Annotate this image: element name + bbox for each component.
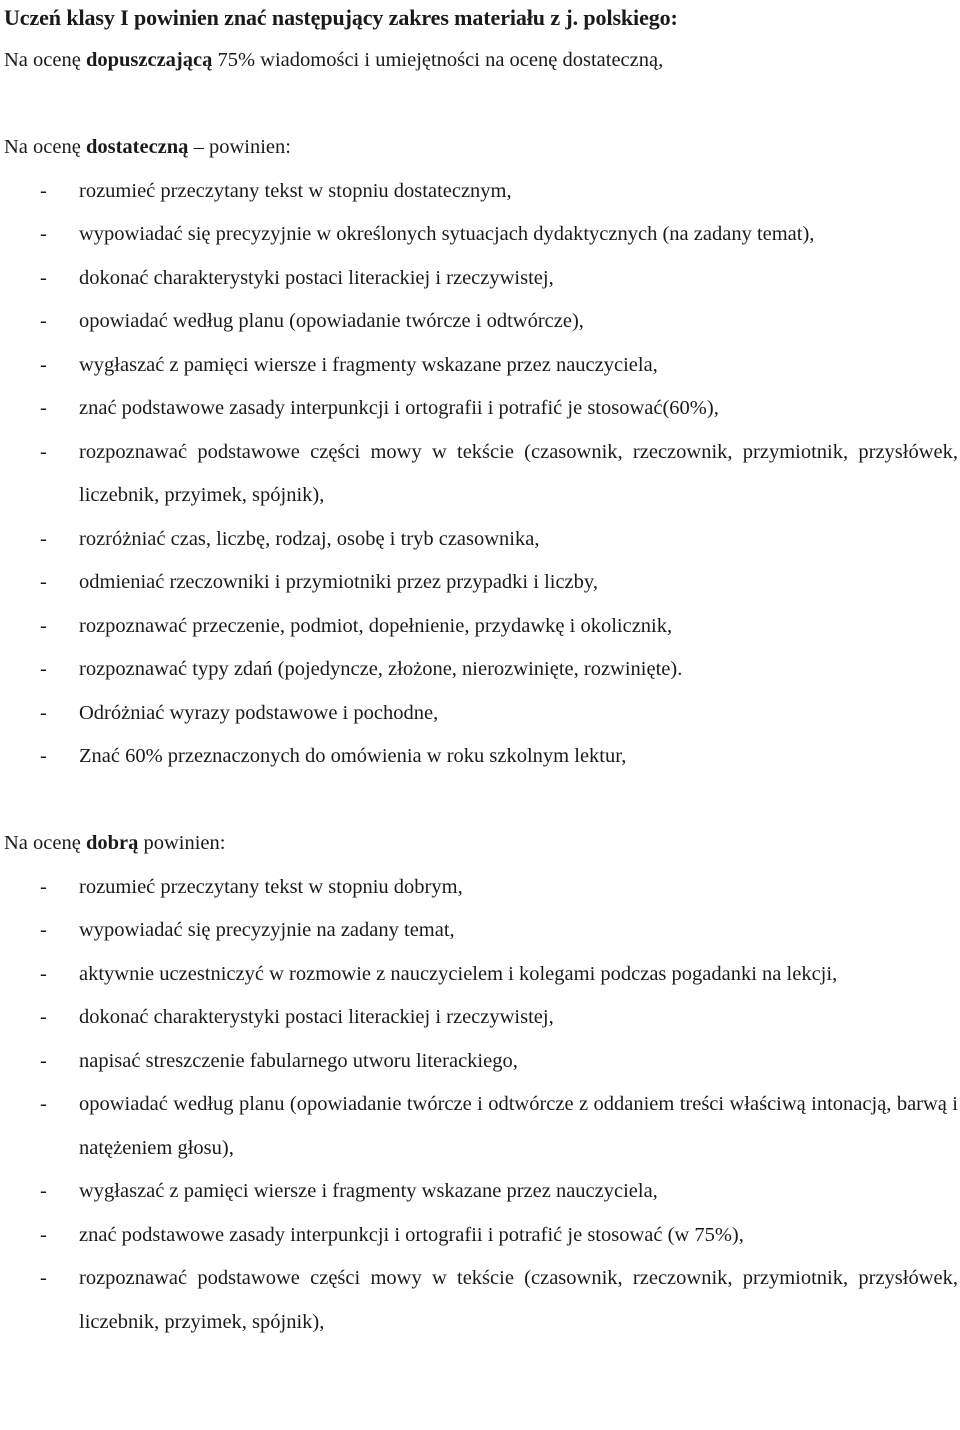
list-item: - wygłaszać z pamięci wiersze i fragmenty wskazane przez nauczyciela,	[4, 344, 958, 388]
list-item: - rozpoznawać podstawowe części mowy w tekście (czasownik, rzeczownik, przymiotnik, przysłówek, liczebnik, przyimek, spójnik),	[4, 431, 958, 518]
list-item: - dokonać charakterystyki postaci literackiej i rzeczywistej,	[4, 257, 958, 301]
spacer	[4, 83, 958, 127]
list-item: - wypowiadać się precyzyjnie na zadany temat,	[4, 909, 958, 953]
list-item: - napisać streszczenie fabularnego utworu literackiego,	[4, 1040, 958, 1084]
dostateczna-requirements-list	[4, 170, 958, 779]
list-item: - rozpoznawać typy zdań (pojedyncze, złożone, nierozwinięte, rozwinięte).	[4, 648, 958, 692]
list-item: - znać podstawowe zasady interpunkcji i ortografii i potrafić je stosować(60%),	[4, 387, 958, 431]
list-item: - rozumieć przeczytany tekst w stopniu dobrym,	[4, 866, 958, 910]
list-item: - znać podstawowe zasady interpunkcji i ortografii i potrafić je stosować (w 75%),	[4, 1214, 958, 1258]
grade-dobra-heading	[4, 822, 958, 866]
grade-description: powinien:	[138, 832, 226, 854]
grade-description: 75% wiadomości i umiejętności na ocenę dostateczną,	[212, 49, 664, 71]
list-item: - rozróżniać czas, liczbę, rodzaj, osobę i tryb czasownika,	[4, 518, 958, 562]
grade-prefix: Na ocenę	[4, 49, 86, 71]
list-item: - rozpoznawać przeczenie, podmiot, dopełnienie, przydawkę i okolicznik,	[4, 605, 958, 649]
list-item: - Znać 60% przeznaczonych do omówienia w roku szkolnym lektur,	[4, 735, 958, 779]
grade-dopuszczajaca-line	[4, 39, 958, 83]
grade-name: dobrą	[85, 832, 139, 854]
grade-name: dopuszczającą	[85, 49, 213, 71]
spacer	[4, 779, 958, 823]
list-item: - Odróżniać wyrazy podstawowe i pochodne,	[4, 692, 958, 736]
grade-dostateczna-heading	[4, 126, 958, 170]
grade-prefix: Na ocenę	[4, 832, 86, 854]
list-item: - rozumieć przeczytany tekst w stopniu dostatecznym,	[4, 170, 958, 214]
list-item: - opowiadać według planu (opowiadanie twórcze i odtwórcze),	[4, 300, 958, 344]
list-item: - wygłaszać z pamięci wiersze i fragmenty wskazane przez nauczyciela,	[4, 1170, 958, 1214]
dobra-requirements-list	[4, 866, 958, 1345]
document-title: Uczeń klasy I powinien znać następujący zakres materiału z j. polskiego:	[4, 5, 678, 30]
list-item: - odmieniać rzeczowniki i przymiotniki przez przypadki i liczby,	[4, 561, 958, 605]
list-item: - dokonać charakterystyki postaci literackiej i rzeczywistej,	[4, 996, 958, 1040]
grade-prefix: Na ocenę	[4, 136, 86, 158]
list-item: - rozpoznawać podstawowe części mowy w tekście (czasownik, rzeczownik, przymiotnik, przysłówek, liczebnik, przyimek, spójnik),	[4, 1257, 958, 1344]
list-item: - wypowiadać się precyzyjnie w określonych sytuacjach dydaktycznych (na zadany temat),	[4, 213, 958, 257]
grade-description: – powinien:	[188, 136, 291, 158]
grade-name: dostateczną	[85, 136, 189, 158]
document-page	[4, 0, 958, 1344]
list-item: - opowiadać według planu (opowiadanie twórcze i odtwórcze z oddaniem treści właściwą intonacją, barwą i natężeniem głosu),	[4, 1083, 958, 1170]
list-item: - aktywnie uczestniczyć w rozmowie z nauczycielem i kolegami podczas pogadanki na lekcji,	[4, 953, 958, 997]
